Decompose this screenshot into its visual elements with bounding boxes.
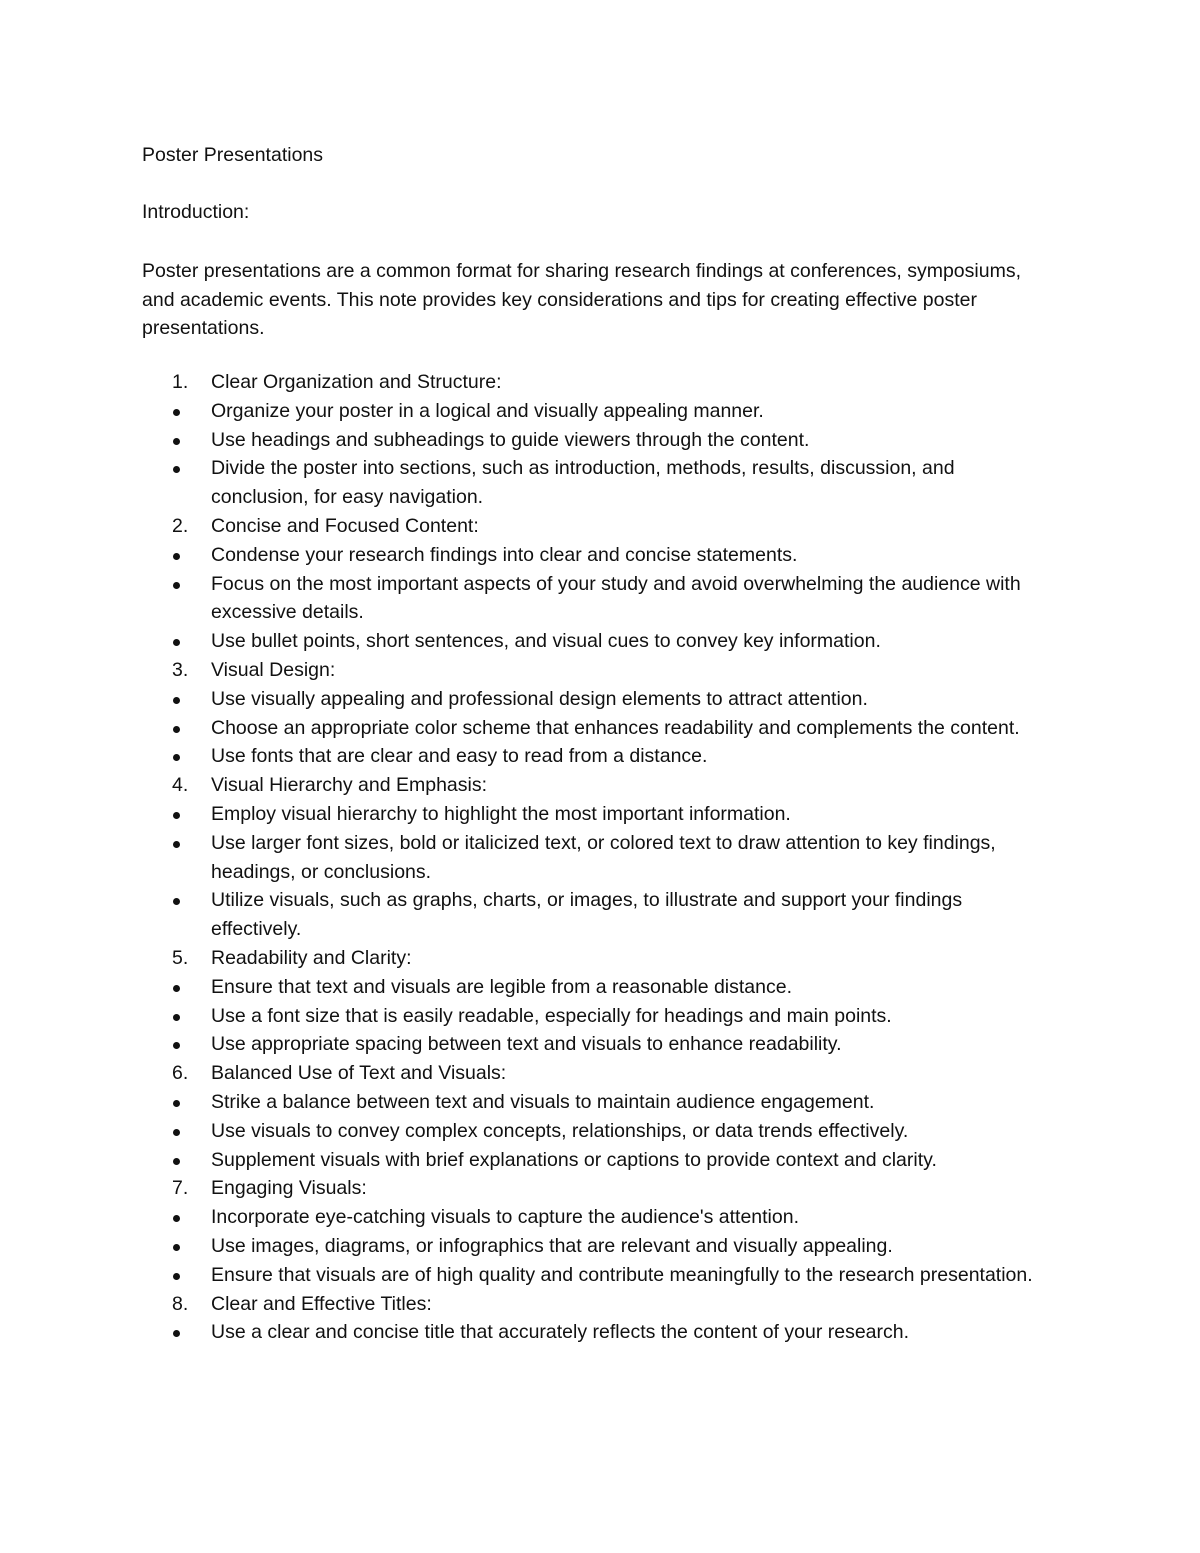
bullet-text: Use bullet points, short sentences, and visual cues to convey key information. [211, 630, 881, 653]
bullet-icon [173, 841, 180, 848]
bullet-icon [173, 1042, 180, 1049]
section-number: 2. [172, 514, 189, 537]
bullet-text: Supplement visuals with brief explanations or captions to provide context and clarity. [211, 1148, 937, 1171]
bullet-text: Employ visual hierarchy to highlight the most important information. [211, 802, 791, 825]
bullet-item [142, 800, 1057, 829]
bullet-item [142, 627, 1057, 656]
section-heading-text: Readability and Clarity: [211, 946, 412, 969]
section-heading [142, 1290, 1057, 1319]
bullet-text: Use images, diagrams, or infographics that are relevant and visually appealing. [211, 1234, 893, 1257]
bullet-text: Use appropriate spacing between text and visuals to enhance readability. [211, 1033, 842, 1056]
bullet-item [142, 685, 1057, 714]
bullet-item [142, 1318, 1057, 1347]
bullet-text: Use a font size that is easily readable, especially for headings and main points. [211, 1004, 892, 1027]
section-number: 4. [172, 774, 189, 797]
bullet-icon [173, 1158, 180, 1165]
bullet-item [142, 886, 1057, 944]
section-number: 1. [172, 371, 189, 393]
bullet-icon [173, 639, 180, 646]
bullet-item [142, 742, 1057, 771]
bullet-item [142, 541, 1057, 570]
bullet-item [142, 397, 1057, 426]
bullet-text: Use larger font sizes, bold or italicized text, or colored text to draw attention to key findings, headings, or conclusions. [211, 831, 996, 883]
bullet-text: Incorporate eye-catching visuals to capture the audience's attention. [211, 1206, 799, 1229]
bullet-item [142, 426, 1057, 455]
bullet-icon [173, 1014, 180, 1021]
section-heading-text: Balanced Use of Text and Visuals: [211, 1062, 507, 1085]
bullet-icon [173, 898, 180, 905]
bullet-icon [173, 697, 180, 704]
bullet-text: Ensure that visuals are of high quality and contribute meaningfully to the research presentation. [211, 1263, 1033, 1286]
tips-list [142, 368, 1057, 1347]
bullet-item [142, 1261, 1057, 1290]
section-heading-text: Engaging Visuals: [211, 1177, 367, 1200]
bullet-icon [173, 409, 180, 416]
bullet-icon [173, 466, 180, 473]
bullet-item [142, 570, 1057, 628]
section-heading [142, 656, 1057, 685]
section-heading [142, 771, 1057, 800]
bullet-icon [173, 1330, 180, 1337]
bullet-item [142, 1088, 1057, 1117]
bullet-text: Use fonts that are clear and easy to read from a distance. [211, 745, 708, 768]
bullet-item [142, 1232, 1057, 1261]
bullet-text: Ensure that text and visuals are legible from a reasonable distance. [211, 975, 793, 998]
section-number: 5. [172, 946, 189, 969]
bullet-icon [173, 726, 180, 733]
bullet-text: Use visually appealing and professional design elements to attract attention. [211, 687, 868, 710]
bullet-item [142, 1203, 1057, 1232]
bullet-icon [173, 1244, 180, 1251]
bullet-text: Focus on the most important aspects of your study and avoid overwhelming the audience with excessive details. [211, 572, 1021, 624]
bullet-text: Strike a balance between text and visuals to maintain audience engagement. [211, 1090, 875, 1113]
intro-paragraph: Poster presentations are a common format for sharing research findings at conferences, symposiums, and academic events. This note provides key considerations and tips for creating effective poster presentations. [142, 260, 1021, 339]
bullet-icon [173, 553, 180, 560]
bullet-item [142, 1030, 1057, 1059]
section-heading-text: Concise and Focused Content: [211, 514, 479, 537]
section-heading [142, 1174, 1057, 1203]
bullet-text: Divide the poster into sections, such as introduction, methods, results, discussion, and conclusion, for easy navigation. [211, 457, 955, 509]
bullet-icon [173, 1273, 180, 1280]
section-number: 8. [172, 1292, 189, 1315]
bullet-icon [173, 985, 180, 992]
section-number: 6. [172, 1062, 189, 1085]
bullet-icon [173, 582, 180, 589]
bullet-icon [173, 438, 180, 445]
bullet-text: Choose an appropriate color scheme that enhances readability and complements the content. [211, 716, 1020, 739]
section-number: 7. [172, 1177, 189, 1200]
intro-heading: Introduction: [142, 201, 250, 223]
document-title: Poster Presentations [142, 144, 324, 166]
section-number: 3. [172, 658, 189, 681]
bullet-item [142, 1146, 1057, 1175]
bullet-icon [173, 754, 180, 761]
bullet-text: Use a clear and concise title that accurately reflects the content of your research. [211, 1321, 910, 1344]
section-heading-text: Visual Design: [211, 658, 336, 681]
section-heading-text: Visual Hierarchy and Emphasis: [211, 774, 488, 797]
bullet-icon [173, 1129, 180, 1136]
section-heading-text: Clear Organization and Structure: [211, 371, 502, 393]
section-heading [142, 944, 1057, 973]
bullet-text: Condense your research findings into clear and concise statements. [211, 543, 798, 566]
section-heading [142, 368, 1057, 397]
bullet-item [142, 1117, 1057, 1146]
section-heading [142, 512, 1057, 541]
bullet-text: Use visuals to convey complex concepts, relationships, or data trends effectively. [211, 1119, 909, 1142]
bullet-item [142, 973, 1057, 1002]
bullet-icon [173, 1100, 180, 1107]
bullet-item [142, 454, 1057, 512]
bullet-item [142, 714, 1057, 743]
bullet-text: Organize your poster in a logical and visually appealing manner. [211, 399, 764, 422]
bullet-item [142, 829, 1057, 887]
bullet-icon [173, 1215, 180, 1222]
bullet-icon [173, 812, 180, 819]
section-heading [142, 1059, 1057, 1088]
section-heading-text: Clear and Effective Titles: [211, 1292, 432, 1315]
bullet-text: Use headings and subheadings to guide viewers through the content. [211, 428, 810, 451]
bullet-text: Utilize visuals, such as graphs, charts, or images, to illustrate and support your findings effectively. [211, 889, 963, 941]
bullet-item [142, 1002, 1057, 1031]
